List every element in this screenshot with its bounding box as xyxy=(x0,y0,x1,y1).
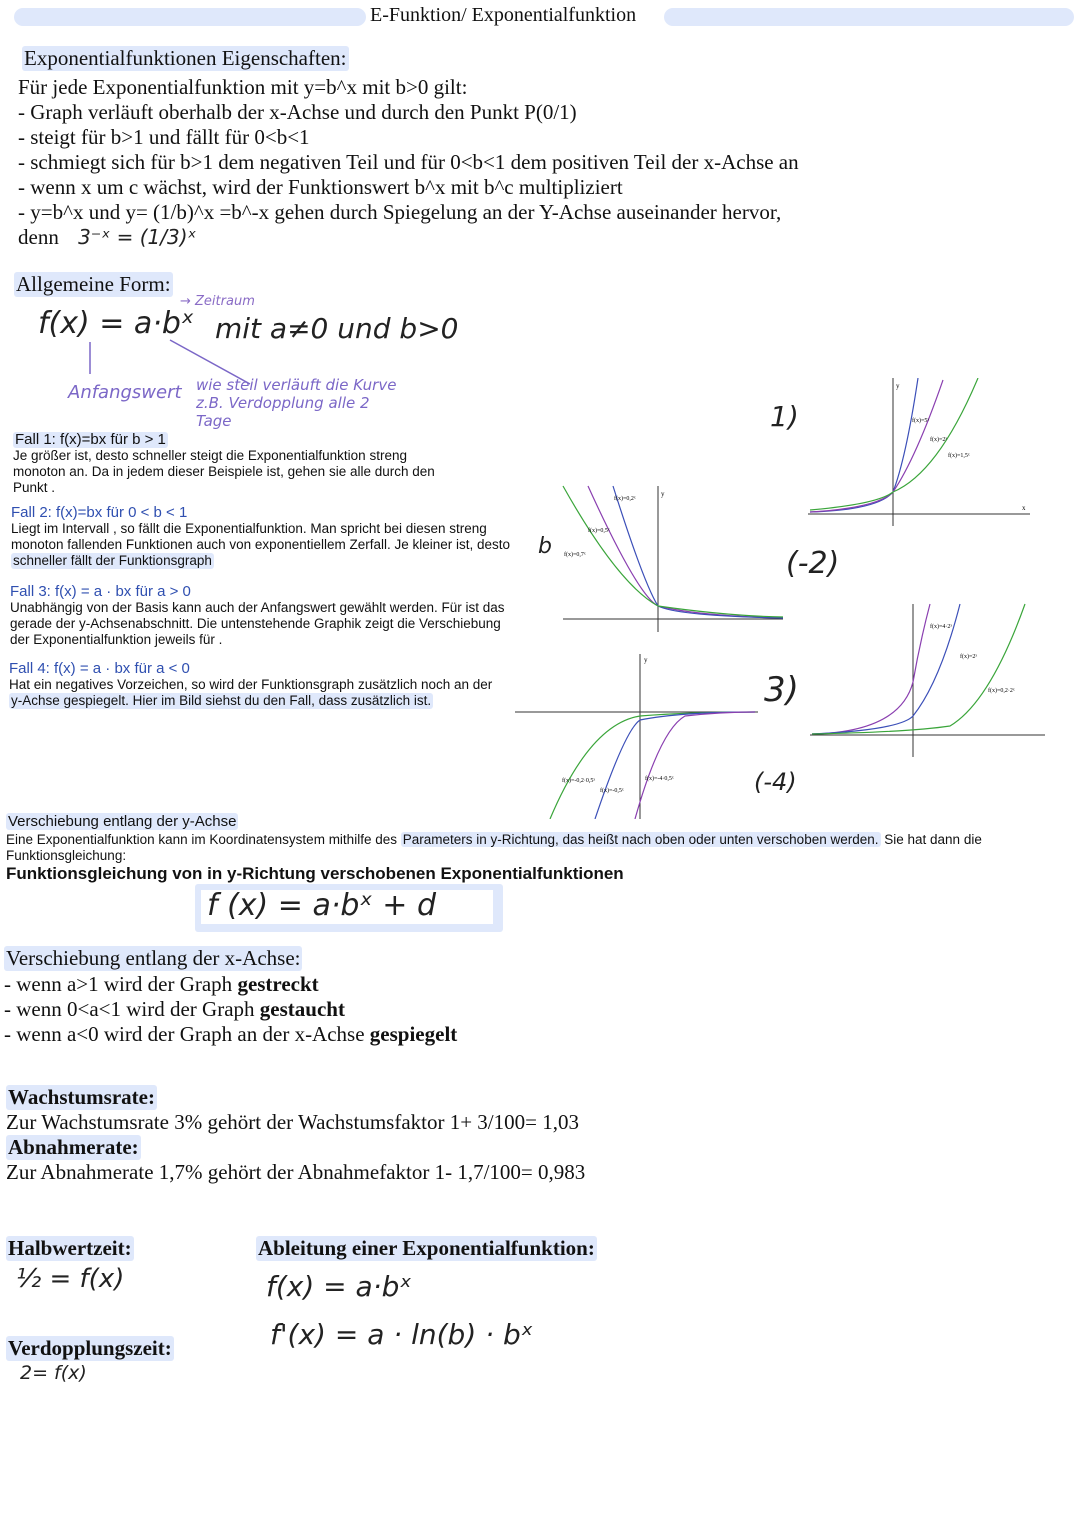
list-item: - wenn a>1 wird der Graph gestreckt xyxy=(4,972,319,996)
fall3-text: gerade der y-Achsenabschnitt. Die untenstehende Graphik zeigt die Verschiebung xyxy=(10,616,501,631)
ableitung-heading: Ableitung einer Exponentialfunktion: xyxy=(258,1236,595,1260)
axis-y-label: y xyxy=(644,656,648,664)
fall2-text: Liegt im Intervall , so fällt die Exponentialfunktion. Man spricht bei diesen streng xyxy=(11,521,487,536)
verschiebung-y-text2: Funktionsgleichung: xyxy=(6,848,127,863)
annotation-4: (-4) xyxy=(754,768,797,796)
header-bar-left xyxy=(14,8,366,26)
properties-heading: Exponentialfunktionen Eigenschaften: xyxy=(24,46,347,70)
annotation-1: 1) xyxy=(770,400,799,433)
fall1-text: Punkt . xyxy=(13,480,56,495)
fall3-text: der Exponentialfunktion jeweils für . xyxy=(10,632,223,647)
list-item: - wenn a<0 wird der Graph an der x-Achse gespiegelt xyxy=(4,1022,458,1046)
fall3-block xyxy=(10,584,550,648)
halbwertzeit-formula: ½ = f(x) xyxy=(16,1264,125,1294)
fall4-text: y-Achse gespiegelt. Hier im Bild siehst du den Fall, dass zusätzlich ist. xyxy=(11,693,432,708)
curve-label: f(x)=5ˣ xyxy=(912,418,930,424)
wachstumsrate-text: Zur Wachstumsrate 3% gehört der Wachstumsfaktor 1+ 3/100= 1,03 xyxy=(6,1110,579,1134)
formula-box xyxy=(195,884,503,932)
curve-label: f(x)=2ˣ xyxy=(960,654,978,660)
curve-label: f(x)=-0,2·0,5ˣ xyxy=(562,778,596,784)
verdopplungszeit-formula: 2= f(x) xyxy=(20,1362,87,1384)
ableitung-fprime: f'(x) = a · ln(b) · bˣ xyxy=(270,1318,534,1351)
property-item: - schmiegt sich für b>1 dem negativen Teil und für 0<b<1 dem positiven Teil der x-Achse an xyxy=(18,150,799,174)
verschiebung-x-heading: Verschiebung entlang der x-Achse: xyxy=(6,946,301,970)
property-item: - Graph verläuft oberhalb der x-Achse und durch den Punkt P(0/1) xyxy=(18,100,577,124)
verschiebung-y-text-b: Sie hat dann die xyxy=(880,832,982,847)
curve-label: f(x)=-4·0,5ˣ xyxy=(645,776,674,782)
fall3-title: Fall 3: f(x) = a · bx für a > 0 xyxy=(10,583,191,600)
graph-fall1 xyxy=(808,378,1038,528)
properties-list xyxy=(18,75,799,250)
fall2-block xyxy=(11,505,551,569)
annotation-3: 3) xyxy=(764,670,799,710)
list-item: - wenn 0<a<1 wird der Graph gestaucht xyxy=(4,997,345,1021)
wachstumsrate-heading: Wachstumsrate: xyxy=(8,1085,155,1109)
general-formula: f(x) = a·bˣ xyxy=(38,306,195,341)
fall1-text: Je größer ist, desto schneller steigt die Exponentialfunktion streng xyxy=(13,448,407,463)
fall2-title: Fall 2: f(x)=bx für 0 < b < 1 xyxy=(11,504,188,521)
property-item: - y=b^x und y= (1/b)^x =b^-x gehen durch Spiegelung an der Y-Achse auseinander hervor, xyxy=(18,200,782,224)
curve-label: f(x)=2ˣ xyxy=(930,437,948,443)
curve-label: f(x)=0,2ˣ xyxy=(614,496,636,502)
verschiebung-y-text-hl: Parameters in y-Richtung, das heißt nach oben oder unten verschoben werden. xyxy=(402,832,879,847)
fall1-block xyxy=(13,432,513,496)
allgemeine-form-heading: Allgemeine Form: xyxy=(16,272,171,296)
graph-fall4 xyxy=(510,654,760,819)
curve-label: f(x)=0,2·2ˣ xyxy=(988,688,1015,694)
fall1-title: Fall 1: f(x)=bx für b > 1 xyxy=(15,431,166,448)
fall4-text: Hat ein negatives Vorzeichen, so wird der Funktionsgraph zusätzlich noch an der xyxy=(9,677,493,692)
abnahmerate-text: Zur Abnahmerate 1,7% gehört der Abnahmefaktor 1- 1,7/100= 0,983 xyxy=(6,1160,586,1184)
verschiebung-x-list xyxy=(4,972,457,1047)
fall2-text: schneller fällt der Funktionsgraph xyxy=(13,553,212,568)
note-anfangswert: Anfangswert xyxy=(68,382,182,403)
curve-label: f(x)=-0,5ˣ xyxy=(600,788,624,794)
note-steigung: wie steil verläuft die Kurve z.B. Verdopplung alle 2 Tage xyxy=(196,376,397,430)
fall4-block xyxy=(9,661,529,709)
property-item: - wenn x um c wächst, wird der Funktionswert b^x mit b^c multipliziert xyxy=(18,175,623,199)
verschiebung-y-text xyxy=(6,832,1071,864)
formula-shift: f (x) = a·bˣ + d xyxy=(207,888,436,923)
verschiebung-y-heading: Verschiebung entlang der y-Achse xyxy=(8,813,237,830)
handwritten-b: b xyxy=(538,534,552,559)
verschiebung-y-bold-heading: Funktionsgleichung von in y-Richtung verschobenen Exponentialfunktionen xyxy=(6,864,624,883)
graph-fall2 xyxy=(558,484,788,634)
fall4-title: Fall 4: f(x) = a · bx für a < 0 xyxy=(9,660,190,677)
ableitung-f: f(x) = a·bˣ xyxy=(266,1270,412,1303)
properties-intro: Für jede Exponentialfunktion mit y=b^x mit b>0 gilt: xyxy=(18,75,468,99)
axis-y-label: y xyxy=(896,382,900,390)
fall2-text: monoton fallenden Funktionen auch von exponentiellem Zerfall. Je kleiner ist, desto xyxy=(11,537,511,552)
graph-fall3 xyxy=(810,602,1050,757)
curve-label: f(x)=4·2ˣ xyxy=(930,624,953,630)
axis-y-label: y xyxy=(661,490,665,498)
note-zeitraum: → Zeitraum xyxy=(180,294,255,309)
halbwertzeit-heading: Halbwertzeit: xyxy=(8,1236,132,1260)
verschiebung-y-text-a: Eine Exponentialfunktion kann im Koordinatensystem mithilfe des xyxy=(6,832,401,847)
fall1-text: monoton an. Da in jedem dieser Beispiele ist, gehen sie alle durch den xyxy=(13,464,435,479)
denn-label: denn xyxy=(18,225,59,249)
abnahmerate-heading: Abnahmerate: xyxy=(8,1135,139,1159)
page-title: E-Funktion/ Exponentialfunktion xyxy=(370,4,637,26)
general-condition: mit a≠0 und b>0 xyxy=(215,312,459,345)
axis-x-label: x xyxy=(1022,504,1026,512)
curve-label: f(x)=0,5ˣ xyxy=(588,528,610,534)
curve-label: f(x)=1,5ˣ xyxy=(948,453,970,459)
fall3-text: Unabhängig von der Basis kann auch der Anfangswert gewählt werden. Für ist das xyxy=(10,600,505,615)
verdopplungszeit-heading: Verdopplungszeit: xyxy=(8,1336,172,1360)
denn-formula: 3⁻ˣ = (1/3)ˣ xyxy=(78,225,197,249)
annotation-2: (-2) xyxy=(786,546,840,581)
property-item: - steigt für b>1 und fällt für 0<b<1 xyxy=(18,125,310,149)
header-bar-right xyxy=(664,8,1074,26)
curve-label: f(x)=0,7ˣ xyxy=(564,552,586,558)
